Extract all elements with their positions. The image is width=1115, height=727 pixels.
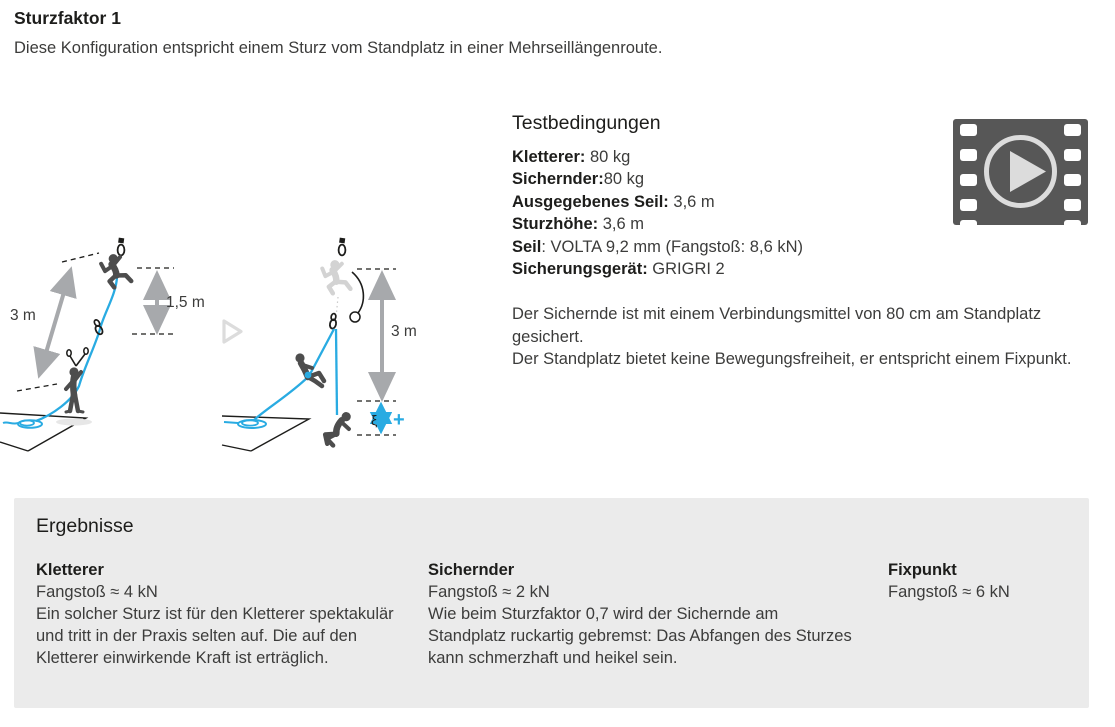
belayer-figure [66,367,83,412]
result-text: Ein solcher Sturz ist für den Kletterer spektakulär und tritt in der Praxis selten auf. Die auf den Kletterer einwirkende Kraft ist erträglich. [36,605,394,667]
result-force: Fangstoß ≈ 2 kN [428,583,550,601]
film-play-icon[interactable] [953,119,1088,225]
shadow [56,419,92,426]
note-2: Der Standplatz bietet keine Bewegungsfreiheit, er entspricht einem Fixpunkt. [512,350,1072,368]
fall-diagram [0,225,460,473]
results-panel [14,498,1089,708]
condition-fall-height: Sturzhöhe: 3,6 m [512,215,645,234]
label-3m-after: 3 m [391,323,417,340]
fall-trajectory-arrow [352,272,363,313]
test-conditions [512,112,942,280]
result-force: Fangstoß ≈ 4 kN [36,583,158,601]
lanyard [70,354,85,366]
rope-to-fallen-climber [336,329,337,415]
label-1-5m: 1,5 m [166,294,205,311]
measure-arrow-3m [40,272,70,373]
result-column-belayer [428,559,888,669]
result-column-fixpoint [888,559,1089,669]
note-1: Der Sichernde ist mit einem Verbindungsmittel von 80 cm am Standplatz gesichert. [512,305,1042,346]
condition-climber: Kletterer: 80 kg [512,148,631,166]
anchor-carabiner-icon [339,238,346,256]
condition-belay-device: Sicherungsgerät: GRIGRI 2 [512,260,725,279]
page-title: Sturzfaktor 1 [14,8,121,28]
fallen-climber-figure [324,410,351,447]
label-3m-before: 3 m [10,307,36,324]
condition-rope: Seil: VOLTA 9,2 mm (Fangstoß: 8,6 kN) [512,237,803,256]
anchor-carabiner-icon [118,238,125,256]
page-subtitle: Diese Konfiguration entspricht einem Sturz vom Standplatz in einer Mehrseillängenroute. [14,39,663,57]
rope-stretch-symbol: ξ [371,412,378,428]
result-title: Sichernder [428,561,515,579]
dashed-line [17,384,57,391]
condition-belayer: Sichernder:80 kg [512,170,645,189]
ledge-outline [222,416,309,451]
result-text: Wie beim Sturzfaktor 0,7 wird der Sichernde am Standplatz ruckartig gebremst: Das Abfangen des Sturzes kann schmerzhaft und heikel sein. [428,605,852,667]
diagram-before [0,238,205,451]
condition-rope-out: Ausgegebenes Seil: 3,6 m [512,192,715,211]
belay-device [305,372,312,379]
test-conditions-notes [512,303,1072,371]
ghost-climber-figure [321,259,350,295]
result-column-climber [36,559,428,669]
results-heading: Ergebnisse [36,515,134,537]
play-arrow-icon [224,321,241,342]
dashed-line [62,253,99,262]
test-conditions-heading: Testbedingungen [512,112,661,134]
label-plus: + [393,409,405,431]
diagram-after [222,238,417,451]
result-title: Fixpunkt [888,561,957,579]
result-title: Kletterer [36,561,104,579]
result-force: Fangstoß ≈ 6 kN [888,583,1010,601]
